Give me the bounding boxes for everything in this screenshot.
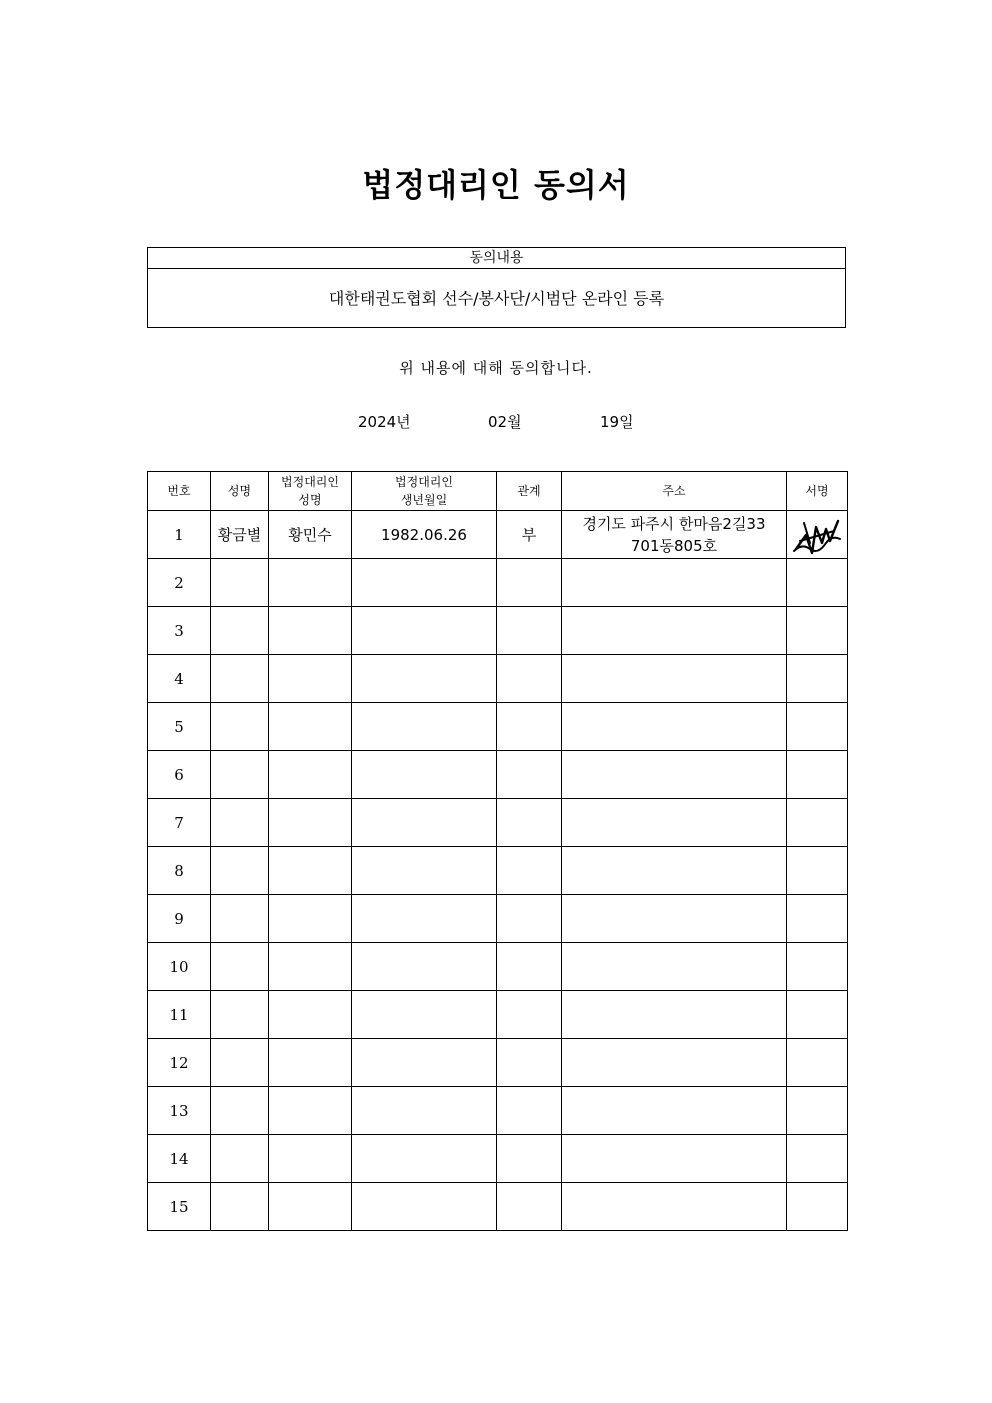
consent-header: 동의내용 [148, 248, 845, 269]
consent-body: 대한태권도협회 선수/봉사단/시범단 온라인 등록 [328, 289, 665, 308]
row-signature [787, 751, 848, 799]
row-signature [787, 655, 848, 703]
row-rep-name [269, 1087, 352, 1135]
row-no: 9 [148, 895, 211, 943]
row-no: 1 [148, 511, 211, 559]
row-rep-name: 황민수 [269, 511, 352, 559]
row-signature [787, 703, 848, 751]
row-relation [497, 847, 562, 895]
row-address [562, 1039, 787, 1087]
row-rep-dob [352, 895, 497, 943]
row-address [562, 1087, 787, 1135]
row-no: 4 [148, 655, 211, 703]
row-rep-name [269, 943, 352, 991]
date-day: 19일 [600, 413, 634, 431]
row-rep-dob [352, 991, 497, 1039]
row-relation [497, 703, 562, 751]
row-name [211, 799, 269, 847]
document-title: 법정대리인 동의서 [362, 166, 630, 204]
row-address [562, 895, 787, 943]
row-signature [787, 799, 848, 847]
row-no: 8 [148, 847, 211, 895]
row-rep-dob [352, 1087, 497, 1135]
row-rep-name [269, 559, 352, 607]
row-address [562, 607, 787, 655]
row-relation [497, 943, 562, 991]
header-rep-name-line2: 성명 [298, 493, 322, 507]
table-row [148, 895, 848, 943]
header-signature: 서명 [787, 472, 848, 511]
row-no: 5 [148, 703, 211, 751]
row-rep-dob [352, 1039, 497, 1087]
row-address [562, 559, 787, 607]
row-address-line1: 경기도 파주시 한마음2길33 [582, 514, 766, 533]
row-address [562, 943, 787, 991]
row-relation [497, 607, 562, 655]
row-signature [787, 943, 848, 991]
row-rep-name [269, 703, 352, 751]
row-signature [787, 895, 848, 943]
row-address [562, 1183, 787, 1231]
table-row [148, 1087, 848, 1135]
row-relation [497, 895, 562, 943]
table-row [148, 751, 848, 799]
row-signature [787, 991, 848, 1039]
header-relation: 관계 [497, 472, 562, 511]
row-no: 12 [148, 1039, 211, 1087]
row-rep-name [269, 847, 352, 895]
row-name [211, 1135, 269, 1183]
row-no: 11 [148, 991, 211, 1039]
row-address [562, 511, 787, 559]
table-row [148, 991, 848, 1039]
header-rep-dob [352, 472, 497, 511]
header-no: 번호 [148, 472, 211, 511]
row-no: 13 [148, 1087, 211, 1135]
row-rep-dob [352, 1183, 497, 1231]
table-row [148, 655, 848, 703]
table-row [148, 703, 848, 751]
row-relation [497, 1183, 562, 1231]
row-signature [787, 1039, 848, 1087]
row-address [562, 1135, 787, 1183]
consent-box [147, 247, 846, 328]
row-rep-name [269, 1135, 352, 1183]
row-name [211, 1039, 269, 1087]
row-no: 7 [148, 799, 211, 847]
row-rep-dob [352, 559, 497, 607]
table-row [148, 607, 848, 655]
row-rep-dob [352, 703, 497, 751]
row-no: 2 [148, 559, 211, 607]
row-rep-dob [352, 751, 497, 799]
row-address [562, 847, 787, 895]
row-name [211, 991, 269, 1039]
handwritten-signature [792, 513, 842, 557]
row-rep-dob [352, 655, 497, 703]
row-relation [497, 799, 562, 847]
row-rep-name [269, 799, 352, 847]
row-address [562, 655, 787, 703]
row-relation: 부 [497, 511, 562, 559]
row-no: 14 [148, 1135, 211, 1183]
row-signature [787, 1135, 848, 1183]
row-name [211, 895, 269, 943]
row-rep-name [269, 607, 352, 655]
header-rep-name [269, 472, 352, 511]
table-row [148, 1135, 848, 1183]
row-name [211, 1183, 269, 1231]
row-address [562, 703, 787, 751]
row-relation [497, 1135, 562, 1183]
row-name [211, 943, 269, 991]
table-row [148, 799, 848, 847]
row-rep-dob [352, 847, 497, 895]
table-row [148, 511, 848, 559]
row-signature [787, 559, 848, 607]
row-name [211, 847, 269, 895]
row-signature [787, 847, 848, 895]
row-signature [787, 511, 848, 559]
row-no: 6 [148, 751, 211, 799]
header-rep-name-line1: 법정대리인 [281, 475, 339, 489]
table-row [148, 1183, 848, 1231]
row-name [211, 559, 269, 607]
row-name [211, 655, 269, 703]
table-row [148, 943, 848, 991]
row-signature [787, 1087, 848, 1135]
row-rep-name [269, 895, 352, 943]
row-rep-name [269, 1039, 352, 1087]
row-rep-dob [352, 799, 497, 847]
header-name: 성명 [211, 472, 269, 511]
table-row [148, 847, 848, 895]
row-relation [497, 991, 562, 1039]
row-no: 3 [148, 607, 211, 655]
header-rep-dob-line2: 생년월일 [400, 493, 448, 507]
table-row [148, 1039, 848, 1087]
row-name [211, 1087, 269, 1135]
registration-table [147, 471, 848, 1231]
row-name [211, 751, 269, 799]
row-rep-name [269, 1183, 352, 1231]
row-name [211, 703, 269, 751]
row-no: 15 [148, 1183, 211, 1231]
header-rep-dob-line1: 법정대리인 [395, 475, 453, 489]
row-no: 10 [148, 943, 211, 991]
row-address [562, 799, 787, 847]
row-relation [497, 1087, 562, 1135]
date-month: 02월 [488, 413, 522, 431]
row-relation [497, 1039, 562, 1087]
row-rep-dob [352, 1135, 497, 1183]
date-year: 2024년 [358, 413, 411, 431]
row-rep-name [269, 751, 352, 799]
table-row [148, 559, 848, 607]
row-rep-dob [352, 943, 497, 991]
row-address-line2: 701동805호 [630, 536, 718, 555]
row-rep-name [269, 991, 352, 1039]
row-relation [497, 751, 562, 799]
header-address: 주소 [562, 472, 787, 511]
row-signature [787, 1183, 848, 1231]
row-name [211, 607, 269, 655]
row-rep-dob: 1982.06.26 [352, 511, 497, 559]
row-relation [497, 559, 562, 607]
row-rep-name [269, 655, 352, 703]
row-name: 황금별 [211, 511, 269, 559]
row-address [562, 991, 787, 1039]
row-address [562, 751, 787, 799]
row-relation [497, 655, 562, 703]
row-signature [787, 607, 848, 655]
row-rep-dob [352, 607, 497, 655]
agreement-statement: 위 내용에 대해 동의합니다. [399, 359, 593, 377]
table-header-row [148, 472, 848, 511]
